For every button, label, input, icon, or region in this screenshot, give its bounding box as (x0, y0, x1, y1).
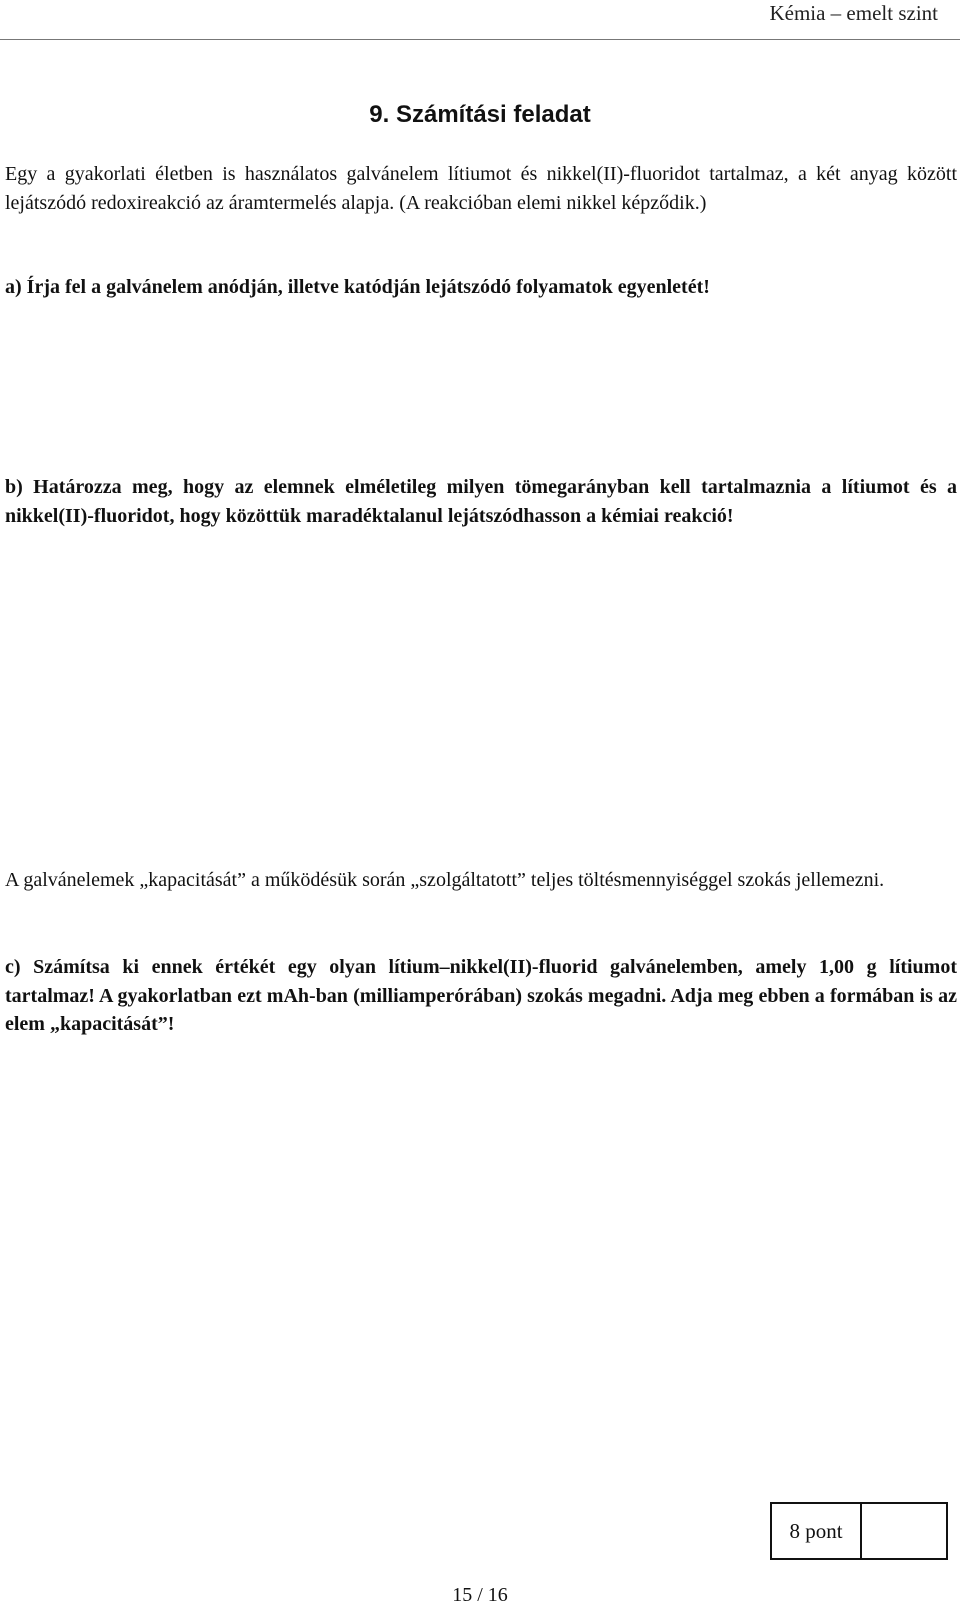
score-box (770, 1502, 948, 1560)
page-number: 15 / 16 (452, 1584, 508, 1606)
task-title: 9. Számítási feladat (369, 101, 591, 128)
question-a: a) Írja fel a galvánelem anódján, illetve katódján lejátszódó folyamatok egyenletét! (5, 276, 710, 298)
question-c: c) Számítsa ki ennek értékét egy olyan lítium–nikkel(II)-fluorid galvánelemben, amely 1,00 g lítiumot tartalmaz! A gyakorlatban ezt mAh-ban (milliamperórában) szokás megadni. Adja meg ebben a formában is az elem „kapacitását”! (5, 956, 957, 1035)
question-b: b) Határozza meg, hogy az elemnek elméletileg milyen tömegarányban kell tartalmaznia a lítiumot és a nikkel(II)-fluoridot, hogy közöttük maradéktalanul lejátszódhasson a kémiai reakció! (5, 476, 957, 527)
running-header: Kémia – emelt szint (769, 1, 938, 25)
header-divider (0, 39, 960, 40)
earned-points-field[interactable] (862, 1504, 946, 1558)
task-intro: Egy a gyakorlati életben is használatos galvánelem lítiumot és nikkel(II)-fluoridot tartalmaz, a két anyag között lejátszódó redoxireakció az áramtermelés alapja. (A reakcióban elemi nikkel képződik.) (5, 163, 957, 214)
capacity-note: A galvánelemek „kapacitását” a működésük során „szolgáltatott” teljes töltésmennyiséggel szokás jellemezni. (5, 869, 885, 891)
max-points-label: 8 pont (772, 1504, 862, 1558)
